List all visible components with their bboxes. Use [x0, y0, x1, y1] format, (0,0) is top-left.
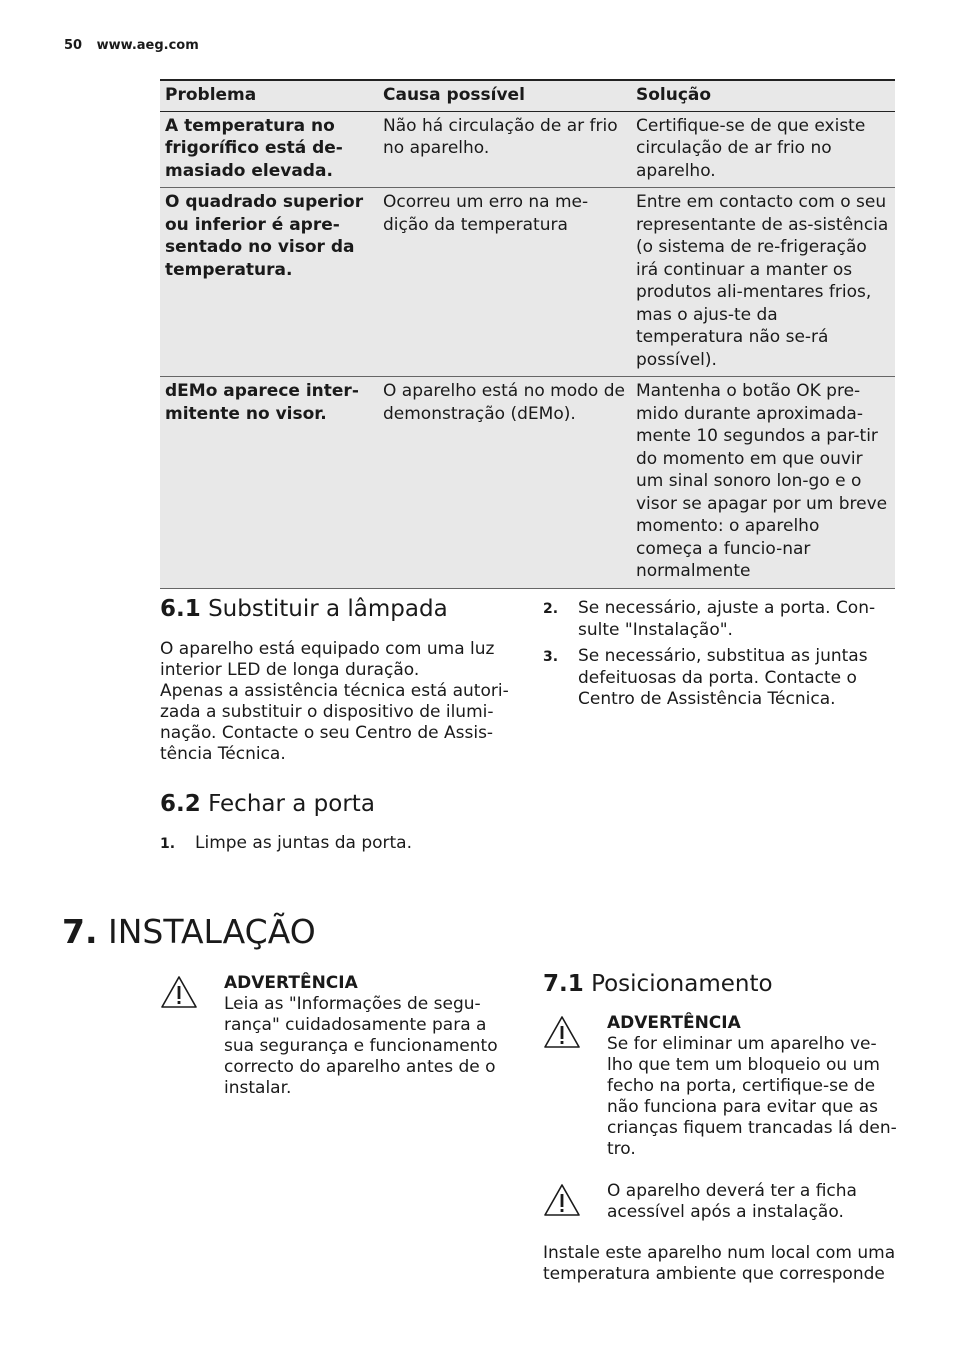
list-item — [160, 833, 512, 855]
page-header — [64, 38, 199, 53]
solution-cell: Mantenha o botão OK pre-mido durante aproximada-mente 10 segundos a par-tir do momento em que ouvir um sinal sonoro lon-go e o visor se apagar por um breve momento: o aparelho começa a funcio-nar normalmente — [631, 377, 895, 589]
step-text: Se necessário, substitua as juntas defeituosas da porta. Contacte o Centro de Assistência Técnica. — [578, 646, 868, 709]
cause-cell: Ocorreu um erro na me-dição da temperatura — [378, 188, 631, 377]
list-item — [543, 598, 888, 641]
cause-cell: Não há circulação de ar frio no aparelho. — [378, 111, 631, 188]
problem-cell: dEMo aparece inter-mitente no visor. — [160, 377, 378, 589]
chapter-number: 7. — [62, 912, 98, 951]
column-header-cause: Causa possível — [378, 80, 631, 111]
steps-list-left — [160, 833, 512, 860]
section-title: Fechar a porta — [208, 791, 375, 817]
table-row — [160, 111, 895, 188]
section-title: Substituir a lâmpada — [208, 596, 448, 622]
paragraph: Instale este aparelho num local com uma temperatura ambiente que corresponde — [543, 1243, 896, 1284]
problem-cell: A temperatura no frigorífico está de-masiado elevada. — [160, 111, 378, 188]
section-6-2-heading — [160, 791, 375, 817]
paragraph: O aparelho está equipado com uma luz interior LED de longa duração. — [160, 639, 495, 680]
section-6-1-heading — [160, 596, 448, 622]
column-header-solution: Solução — [631, 80, 895, 111]
section-6-1-body — [160, 639, 512, 765]
warning-triangle-icon — [543, 1015, 581, 1049]
section-7-1-body — [543, 1243, 903, 1285]
step-number: 1. — [160, 836, 176, 852]
section-7-1-heading — [543, 971, 773, 997]
cause-cell: O aparelho está no modo de demonstração (dEMo). — [378, 377, 631, 589]
page-number: 50 — [64, 38, 83, 53]
section-title: Posicionamento — [591, 971, 773, 997]
warning-text: Leia as "Informações de segu-rança" cuidadosamente para a sua segurança e funcionamento correcto do aparelho antes de o instalar. — [224, 994, 498, 1098]
warning-triangle-icon — [160, 975, 198, 1009]
table-row — [160, 377, 895, 589]
paragraph: Apenas a assistência técnica está autori-zada a substituir o dispositivo de ilumi-nação. Contacte o seu Centro de Assis-tência Técnica. — [160, 681, 509, 764]
column-header-problem: Problema — [160, 80, 378, 111]
section-number: 7.1 — [543, 971, 584, 997]
warning-label: ADVERTÊNCIA — [224, 973, 358, 993]
caution-text: O aparelho deverá ter a ficha acessível após a instalação. — [607, 1181, 857, 1222]
table-header-row — [160, 80, 895, 111]
chapter-7-heading — [62, 912, 316, 951]
step-text: Limpe as juntas da porta. — [195, 833, 412, 853]
step-text: Se necessário, ajuste a porta. Con-sulte "Instalação". — [578, 598, 876, 640]
problem-cell: O quadrado superior ou inferior é apre-sentado no visor da temperatura. — [160, 188, 378, 377]
section-number: 6.1 — [160, 596, 201, 622]
warning-label: ADVERTÊNCIA — [607, 1013, 741, 1033]
steps-list-right — [543, 598, 888, 716]
troubleshooting-table — [160, 79, 895, 589]
chapter-title: INSTALAÇÃO — [108, 912, 316, 951]
warning-triangle-icon — [543, 1183, 581, 1217]
step-number: 2. — [543, 601, 559, 617]
warning-text: Se for eliminar um aparelho ve-lho que tem um bloqueio ou um fecho na porta, certifique-se de não funciona para evitar que as crianças fiquem trancadas lá den-tro. — [607, 1034, 897, 1159]
solution-cell: Certifique-se de que existe circulação de ar frio no aparelho. — [631, 111, 895, 188]
site-url: www.aeg.com — [96, 38, 199, 53]
list-item — [543, 646, 888, 711]
section-number: 6.2 — [160, 791, 201, 817]
step-number: 3. — [543, 649, 559, 665]
table-row — [160, 188, 895, 377]
solution-cell: Entre em contacto com o seu representante de as-sistência (o sistema de re-frigeração irá continuar a manter os produtos ali-mentares frios, mas o ajus-te da temperatura não se-rá possível). — [631, 188, 895, 377]
